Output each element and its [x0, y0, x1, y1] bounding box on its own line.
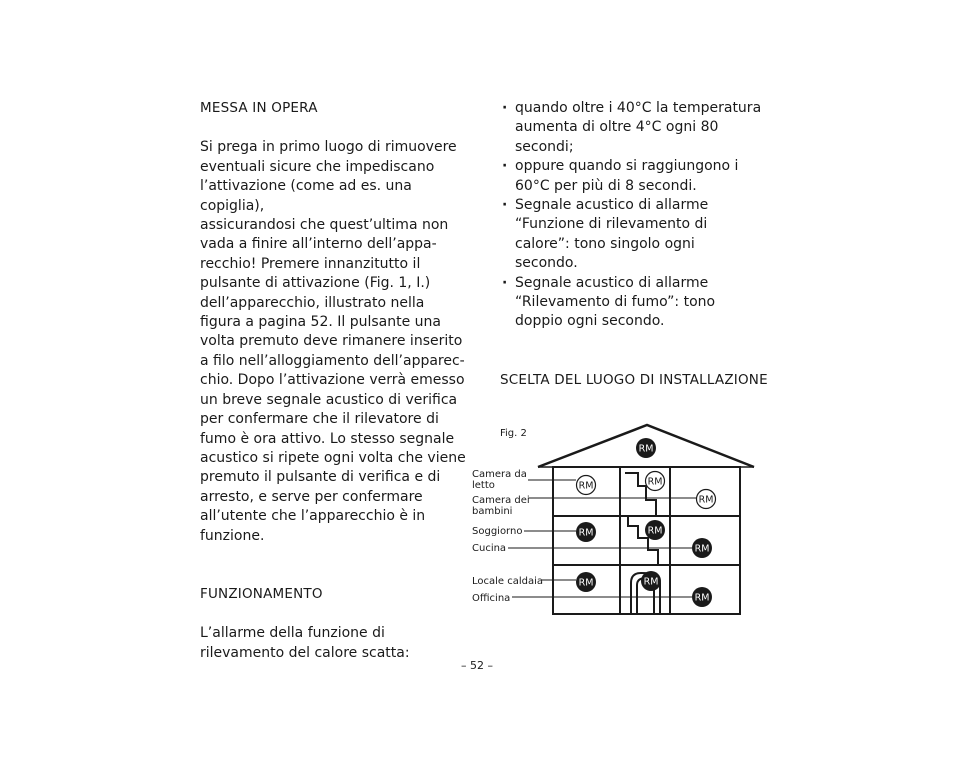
house-diagram — [470, 420, 760, 620]
detector-marker — [641, 571, 661, 591]
detector-marker — [692, 538, 712, 558]
label-kids-room: bambini — [472, 506, 513, 517]
bullet-item: · quando oltre i 40°C la temperatura aumenta di oltre 4°C ogni 80 secondi; — [500, 99, 770, 157]
svg-text:RM: RM — [643, 576, 659, 588]
left-column — [200, 99, 470, 663]
detector-marker — [636, 438, 656, 458]
svg-text:RM: RM — [647, 476, 663, 488]
svg-text:RM: RM — [578, 480, 594, 492]
label-bedroom: Camera da — [472, 469, 527, 480]
setup-paragraph: Si prega in primo luogo di rimuovere eventuali sicure che impediscano l’attivazione (come ad es. una copiglia), assicurandosi che quest’ultima non vada a finire all’interno dell’appa- recchio! Premere innanzitutto il pulsante di attivazione (Fig. 1, I.) dell’apparecchio, illustrato nella figura a pagina 52. Il pulsante una volta premuto deve rimanere inserito a filo nell’alloggiamento dell’apparec- chio. Dopo l’attivazione verrà emesso un breve segnale acustico di verifica per confermare che il rilevatore di fumo è ora attivo. Lo stesso segnale acustico si ripete ogni volta che viene premuto il pulsante di verifica e di arresto, e serve per confermare all’utente che l’apparecchio è in funzione. — [200, 139, 466, 544]
detector-marker — [697, 490, 716, 509]
bullet-item: · Segnale acustico di allarme “Funzione di rilevamento di calore”: tono singolo ogni secondo. — [500, 196, 770, 274]
detector-marker — [692, 587, 712, 607]
detector-marker — [577, 476, 596, 495]
svg-text:RM: RM — [647, 525, 663, 537]
section-heading-install: SCELTA DEL LUOGO DI INSTALLAZIONE — [500, 372, 768, 388]
label-living-room: Soggiorno — [472, 526, 523, 537]
label-kids-room: Camera dei — [472, 495, 530, 506]
svg-text:RM: RM — [698, 494, 714, 506]
bullet-item: · Segnale acustico di allarme “Rilevamento di fumo”: tono doppio ogni secondo. — [500, 274, 770, 332]
detector-marker — [576, 572, 596, 592]
detector-marker — [645, 520, 665, 540]
detector-marker — [576, 522, 596, 542]
label-kitchen: Cucina — [472, 543, 507, 554]
bullet-item: · oppure quando si raggiungono i 60°C per più di 8 secondi. — [500, 157, 770, 196]
figure-caption: Fig. 2 — [500, 428, 527, 439]
detector-marker — [646, 472, 665, 491]
svg-text:RM: RM — [638, 443, 654, 455]
alarm-bullet-list — [500, 99, 770, 332]
svg-text:RM: RM — [578, 577, 594, 589]
label-bedroom: letto — [472, 480, 495, 491]
page-number: – 52 – — [461, 659, 493, 672]
svg-text:RM: RM — [694, 543, 710, 555]
label-boiler-room: Locale caldaia — [472, 576, 544, 587]
section-heading-setup: MESSA IN OPERA — [200, 100, 318, 116]
function-paragraph: L’allarme della funzione di rilevamento del calore scatta: — [200, 625, 410, 661]
label-workshop: Officina — [472, 593, 511, 604]
section-heading-function: FUNZIONAMENTO — [200, 585, 323, 602]
right-column — [500, 99, 770, 332]
svg-text:RM: RM — [694, 592, 710, 604]
svg-text:RM: RM — [578, 527, 594, 539]
